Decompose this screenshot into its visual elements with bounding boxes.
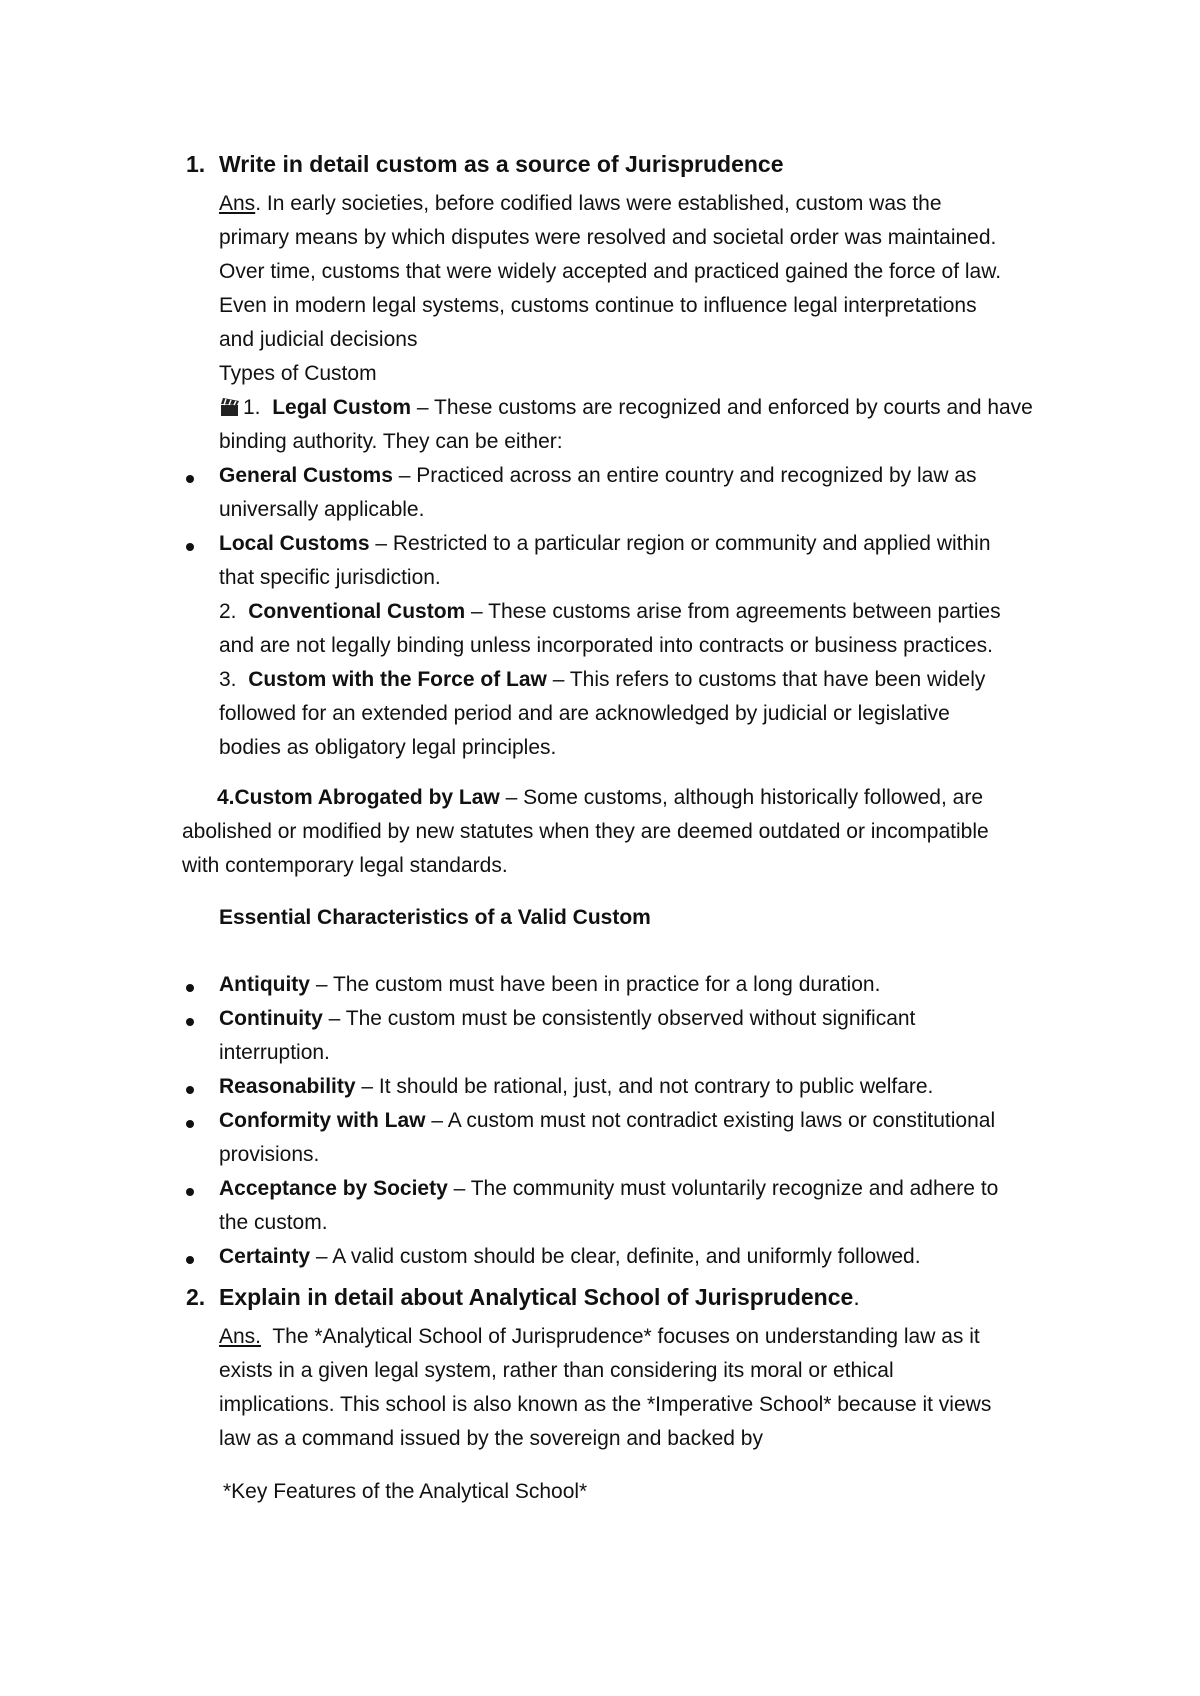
q1-intro-line: and judicial decisions [219, 328, 418, 351]
q2-title: Explain in detail about Analytical School of Jurisprudence. [219, 1284, 860, 1310]
characteristic-cont: provisions. [219, 1143, 320, 1166]
characteristic-item: Acceptance by Society – The community must voluntarily recognize and adhere to [219, 1177, 999, 1200]
q1-title: Write in detail custom as a source of Jurisprudence [219, 151, 784, 177]
legal-custom-item: 1. Legal Custom – These customs are recognized and enforced by courts and have [219, 394, 1033, 422]
characteristic-cont: interruption. [219, 1041, 330, 1064]
bullet-icon [186, 984, 194, 992]
legal-custom-cont: binding authority. They can be either: [219, 430, 563, 453]
force-of-law-cont: followed for an extended period and are acknowledged by judicial or legislative [219, 702, 950, 725]
q1-number: 1. [186, 151, 206, 177]
ans-label: Ans. [219, 1325, 262, 1348]
local-customs-cont: that specific jurisdiction. [219, 566, 441, 589]
q2-answer-line: implications. This school is also known as the *Imperative School* because it views [219, 1393, 992, 1416]
bullet-icon [186, 1086, 194, 1094]
q1-intro-line: Even in modern legal systems, customs continue to influence legal interpretations [219, 294, 977, 317]
q2-answer-line-1: Ans. The *Analytical School of Jurisprudence* focuses on understanding law as it [219, 1325, 980, 1348]
clapperboard-icon [219, 397, 241, 417]
conventional-custom-item: 2. Conventional Custom – These customs arise from agreements between parties [219, 600, 1001, 623]
characteristics-heading: Essential Characteristics of a Valid Custom [219, 906, 651, 929]
conventional-custom-cont: and are not legally binding unless incorporated into contracts or business practices. [219, 634, 993, 657]
general-customs-cont: universally applicable. [219, 498, 425, 521]
characteristic-item: Reasonability – It should be rational, just, and not contrary to public welfare. [219, 1075, 934, 1098]
characteristic-item: Antiquity – The custom must have been in practice for a long duration. [219, 973, 881, 996]
q1-answer-line-1: Ans. In early societies, before codified laws were established, custom was the [219, 192, 942, 215]
force-of-law-cont: bodies as obligatory legal principles. [219, 736, 557, 759]
q2-number: 2. [186, 1284, 206, 1310]
abrogated-custom-cont: abolished or modified by new statutes when they are deemed outdated or incompatible [182, 820, 989, 843]
force-of-law-item: 3. Custom with the Force of Law – This refers to customs that have been widely [219, 668, 986, 691]
general-customs-item: General Customs – Practiced across an entire country and recognized by law as [219, 464, 977, 487]
types-of-custom-heading: Types of Custom [219, 362, 377, 385]
bullet-icon [186, 1018, 194, 1026]
abrogated-custom-item: 4.Custom Abrogated by Law – Some customs, although historically followed, are [217, 786, 984, 809]
abrogated-custom-cont: with contemporary legal standards. [182, 854, 508, 877]
q2-answer-line: exists in a given legal system, rather than considering its moral or ethical [219, 1359, 894, 1382]
bullet-icon [186, 475, 194, 483]
bullet-icon [186, 1256, 194, 1264]
ans-label: Ans [219, 192, 256, 215]
q1-intro-line: primary means by which disputes were resolved and societal order was maintained. [219, 226, 997, 249]
q1-intro-line: Over time, customs that were widely accepted and practiced gained the force of law. [219, 260, 1002, 283]
key-features-heading: *Key Features of the Analytical School* [223, 1480, 588, 1503]
q2-answer-line: law as a command issued by the sovereign and backed by [219, 1427, 763, 1450]
characteristic-cont: the custom. [219, 1211, 328, 1234]
bullet-icon [186, 1120, 194, 1128]
characteristic-item: Continuity – The custom must be consistently observed without significant [219, 1007, 916, 1030]
characteristic-item: Conformity with Law – A custom must not contradict existing laws or constitutional [219, 1109, 996, 1132]
characteristic-item: Certainty – A valid custom should be clear, definite, and uniformly followed. [219, 1245, 921, 1268]
bullet-icon [186, 543, 194, 551]
local-customs-item: Local Customs – Restricted to a particular region or community and applied within [219, 532, 991, 555]
bullet-icon [186, 1188, 194, 1196]
